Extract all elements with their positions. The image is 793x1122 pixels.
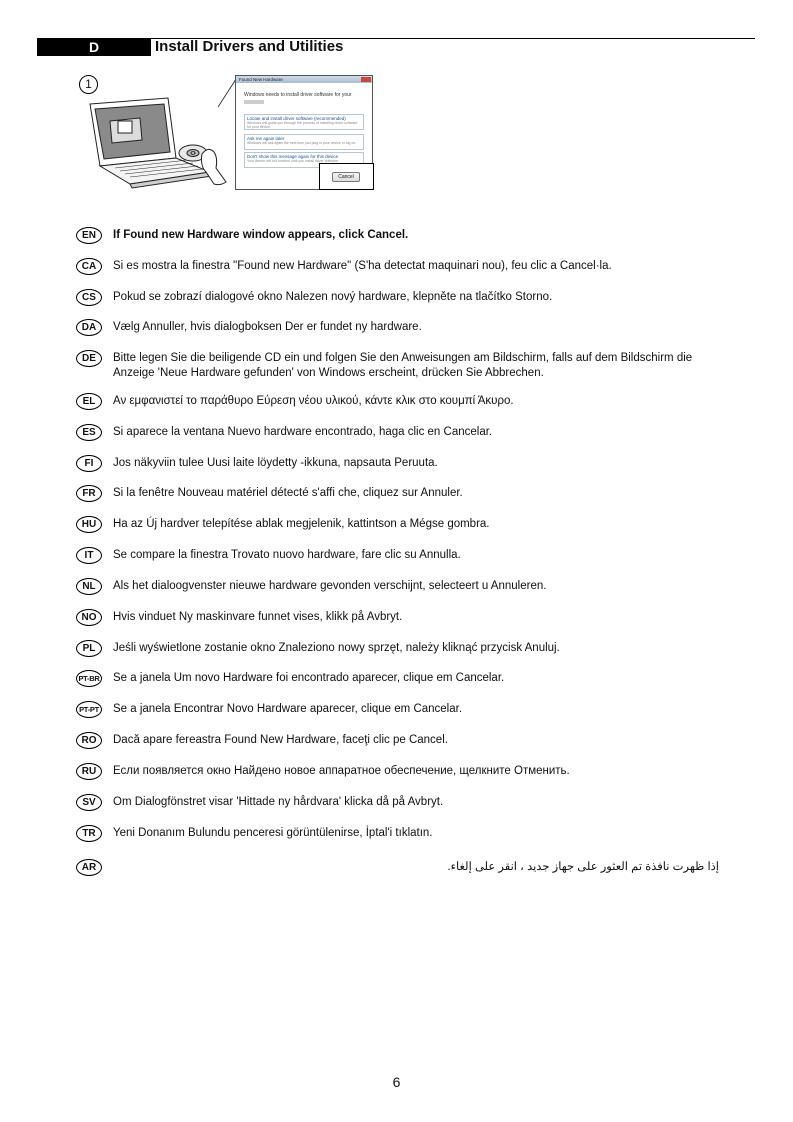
language-badge: PT-BR: [76, 670, 102, 687]
option-ask-later[interactable]: [244, 134, 364, 150]
option-title: Ask me again later: [247, 136, 285, 141]
instruction-text: Hvis vinduet Ny maskinvare funnet vises, klikk på Avbryt.: [113, 611, 403, 623]
language-badge: CS: [76, 289, 102, 306]
language-badge: FI: [76, 455, 102, 472]
instruction-text: Se compare la finestra Trovato nuovo hardware, fare clic su Annulla.: [113, 549, 461, 561]
step-number: 1: [79, 75, 98, 94]
option-title: Don't show this message again for this device: [247, 154, 339, 159]
instruction-text: Si la fenêtre Nouveau matériel détecté s'affi che, cliquez sur Annuler.: [113, 487, 463, 499]
language-badge: IT: [76, 547, 102, 564]
language-badge: CA: [76, 258, 102, 275]
instruction-text: Als het dialoogvenster nieuwe hardware gevonden verschijnt, selecteert u Annuleren.: [113, 580, 547, 592]
language-badge: FR: [76, 485, 102, 502]
option-locate-install[interactable]: [244, 114, 364, 130]
language-badge: RO: [76, 732, 102, 749]
language-badge: PT-PT: [76, 701, 102, 718]
language-badge: EL: [76, 393, 102, 410]
option-desc: Your device will not function until you install driver software.: [247, 159, 339, 163]
instruction-text: Si aparece la ventana Nuevo hardware encontrado, haga clic en Cancelar.: [113, 426, 493, 438]
instruction-text: Pokud se zobrazí dialogové okno Nalezen nový hardware, klepněte na tlačítko Storno.: [113, 291, 553, 303]
instruction-text: Ha az Új hardver telepítése ablak megjelenik, kattintson a Mégse gombra.: [113, 518, 490, 530]
dialog-heading: Windows needs to install driver software for your: [244, 92, 352, 98]
instruction-text: Se a janela Um novo Hardware foi encontrado aparecer, clique em Cancelar.: [113, 672, 505, 684]
instruction-text: Si es mostra la finestra "Found new Hardware" (S'ha detectat maquinari nou), feu clic a Cancel·la.: [113, 260, 612, 272]
cancel-button[interactable]: Cancel: [332, 172, 360, 182]
instruction-text: Jos näkyviin tulee Uusi laite löydetty -ikkuna, napsauta Peruuta.: [113, 457, 438, 469]
option-desc: Windows will guide you through the process of installing driver software for your device.: [247, 121, 358, 129]
language-badge: AR: [76, 859, 102, 876]
instruction-text: Vælg Annuller, hvis dialogboksen Der er fundet ny hardware.: [113, 321, 422, 333]
instruction-text: If Found new Hardware window appears, click Cancel.: [113, 229, 409, 241]
cancel-highlight-box: [319, 163, 374, 190]
option-desc: Windows will ask again the next time you plug in your device or log on.: [247, 141, 357, 145]
instruction-text: Bitte legen Sie die beiligende CD ein und folgen Sie den Anweisungen am Bildschirm, falls auf dem Bildschirm die Anzeige 'Neue Hardware gefunden' von Windows erscheint, drücken Sie Abbrechen.: [113, 352, 693, 379]
instruction-text: Dacă apare fereastra Found New Hardware, faceţi clic pe Cancel.: [113, 734, 448, 746]
language-badge: PL: [76, 640, 102, 657]
language-badge: DE: [76, 350, 102, 367]
language-badge: SV: [76, 794, 102, 811]
language-badge: NL: [76, 578, 102, 595]
language-badge: HU: [76, 516, 102, 533]
hand-icon: [202, 149, 227, 184]
language-badge: TR: [76, 825, 102, 842]
language-badge: ES: [76, 424, 102, 441]
section-letter: D: [37, 38, 151, 56]
device-name-placeholder: [244, 100, 264, 104]
instruction-text: Jeśli wyświetlone zostanie okno Znaleziono nowy sprzęt, należy kliknąć przycisk Anuluj.: [113, 642, 560, 654]
instruction-text: Om Dialogfönstret visar 'Hittade ny hårdvara' klicka då på Avbryt.: [113, 796, 444, 808]
laptop-icon: [90, 98, 212, 188]
instruction-text: Se a janela Encontrar Novo Hardware aparecer, clique em Cancelar.: [113, 703, 463, 715]
laptop-illustration: [80, 74, 240, 194]
page-title: Install Drivers and Utilities: [155, 38, 344, 55]
language-badge: RU: [76, 763, 102, 780]
close-icon[interactable]: [361, 77, 371, 82]
instruction-text: Если появляется окно Найдено новое аппаратное обеспечение, щелкните Отменить.: [113, 765, 570, 777]
language-badge: NO: [76, 609, 102, 626]
instruction-text: Yeni Donanım Bulundu penceresi görüntülenirse, İptal'i tıklatın.: [113, 827, 433, 839]
option-title: Locate and install driver software (recommended): [247, 116, 346, 121]
instruction-text: إذا ظهرت نافذة تم العثور على جهاز جديد ، انقر على إلغاء.: [447, 861, 719, 873]
instruction-text: Αν εμφανιστεί το παράθυρο Εύρεση νέου υλικού, κάντε κλικ στο κουμπί Άκυρο.: [113, 395, 514, 407]
page-number: 6: [392, 1074, 401, 1090]
language-badge: DA: [76, 319, 102, 336]
dialog-title: Found New Hardware: [236, 76, 372, 83]
language-badge: EN: [76, 227, 102, 244]
